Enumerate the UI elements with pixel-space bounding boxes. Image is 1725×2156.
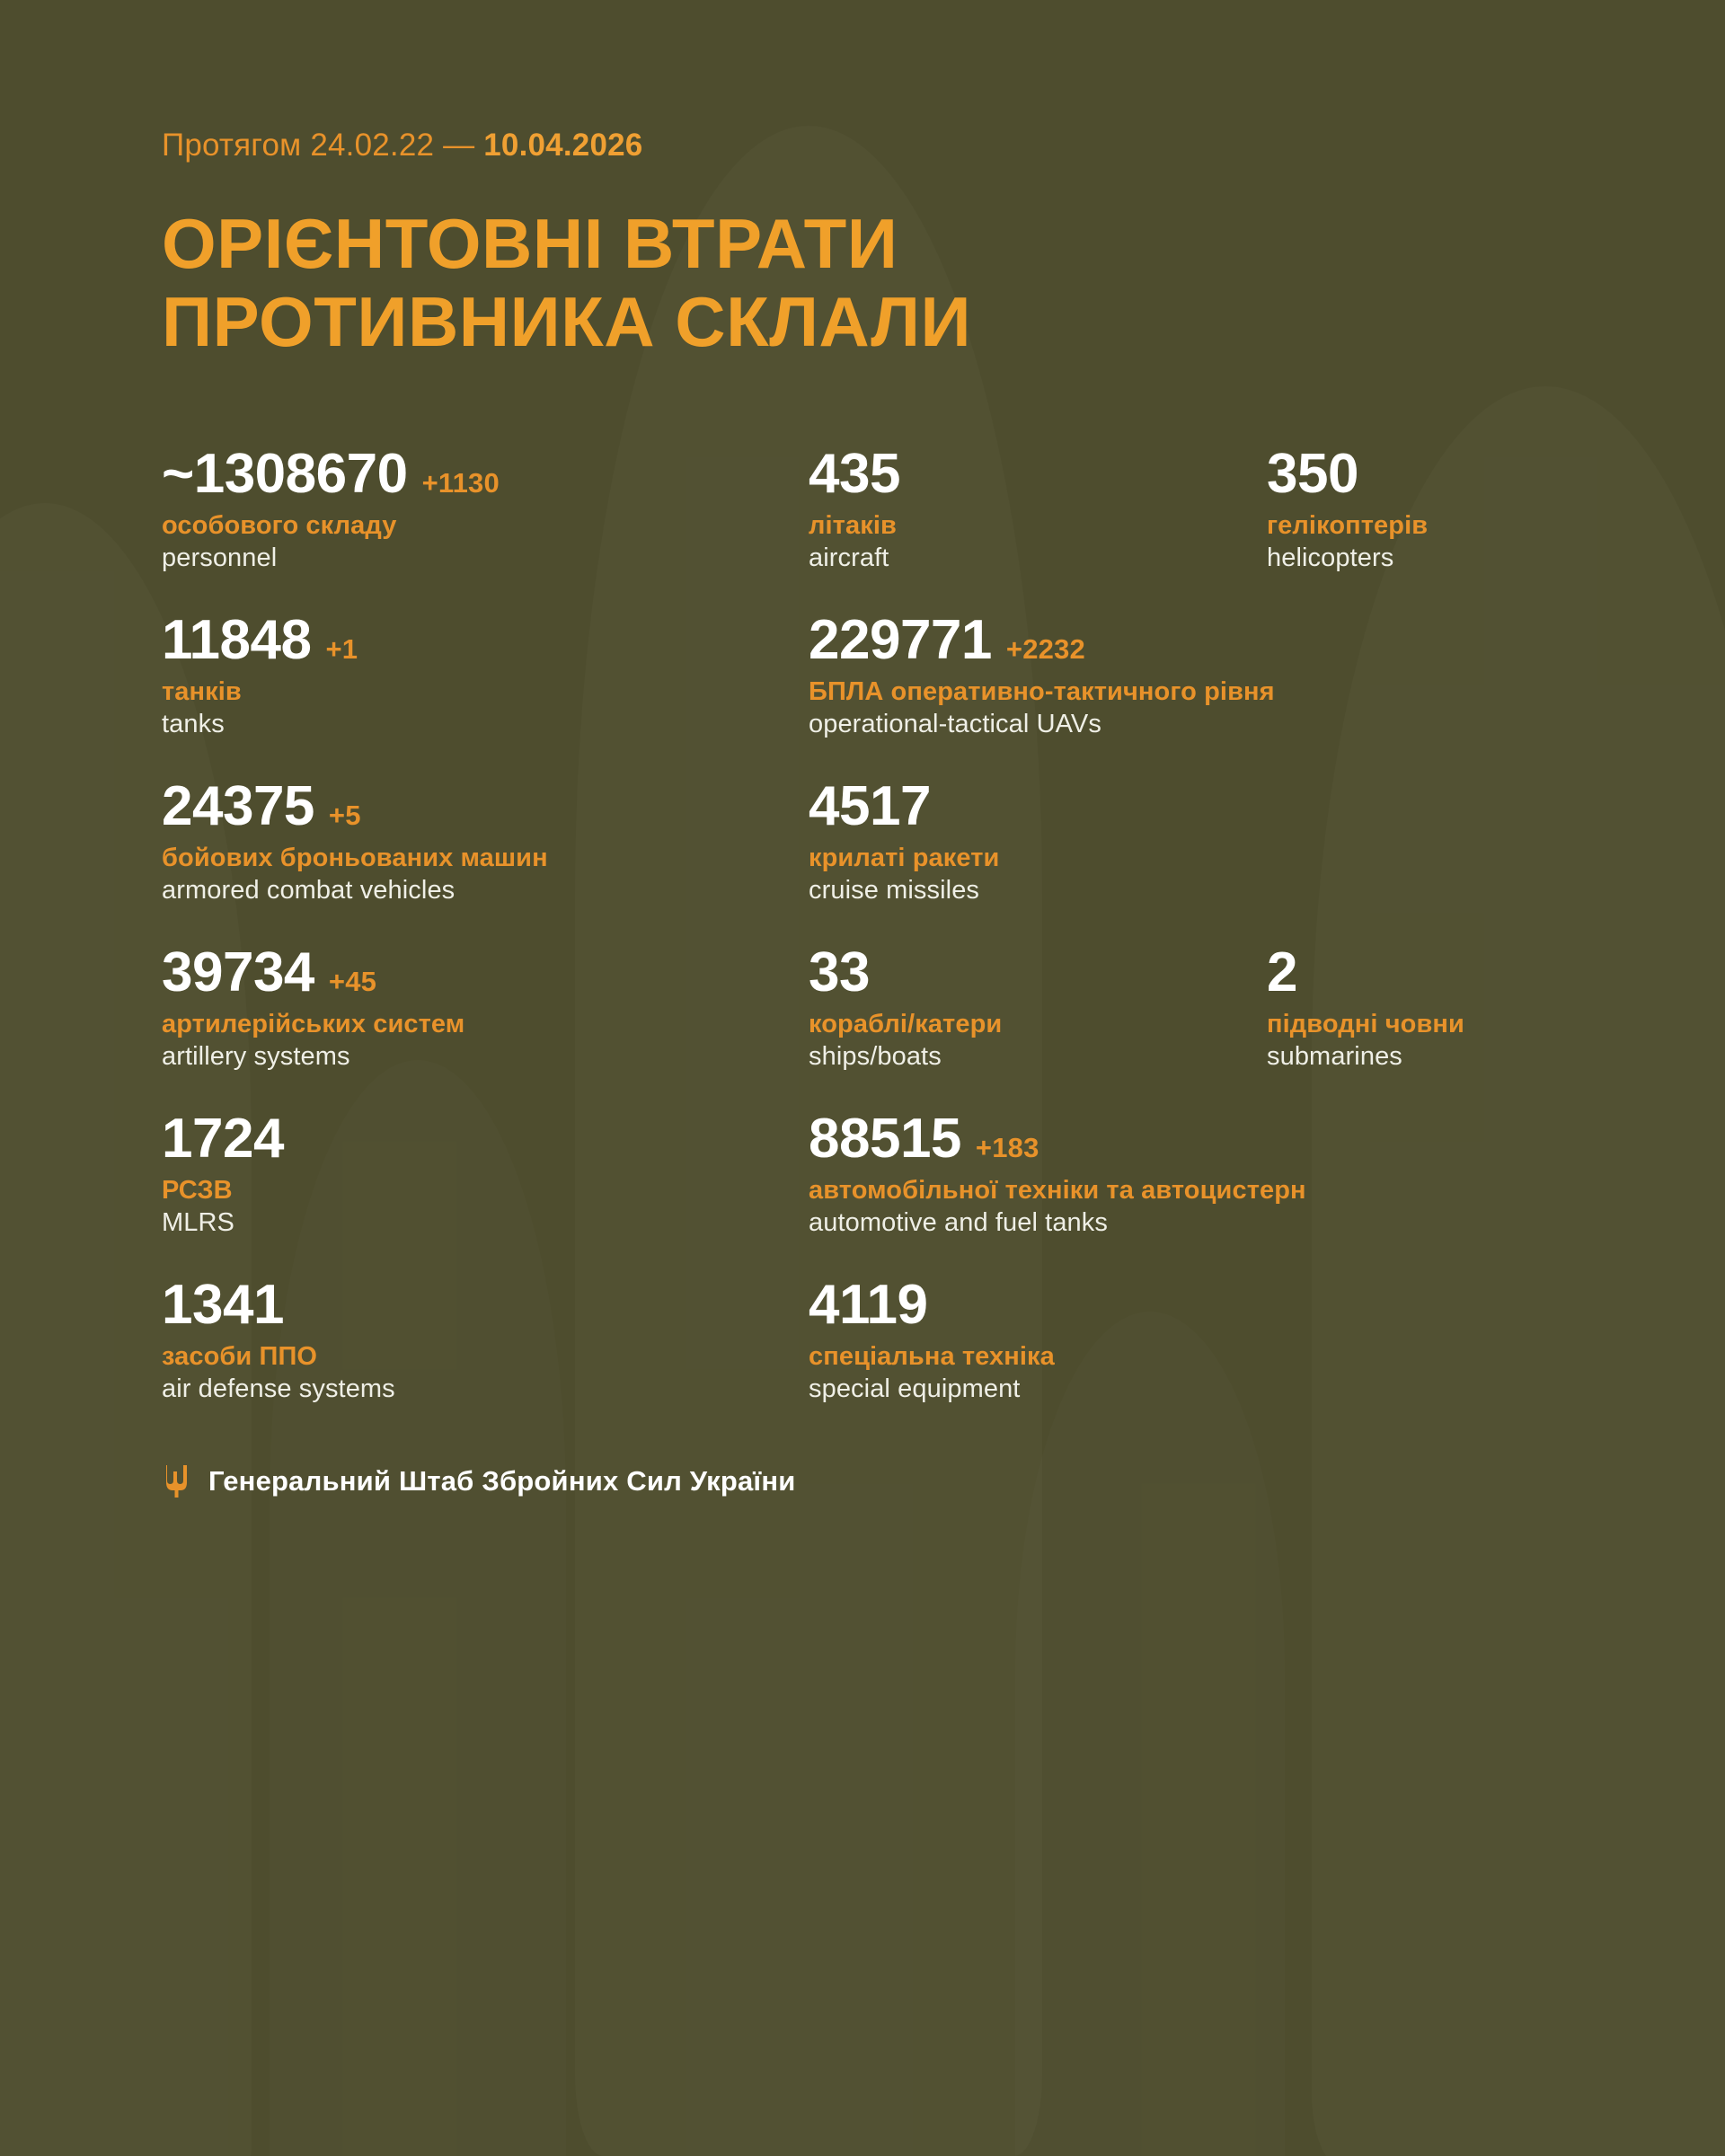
stat-label-en: operational-tactical UAVs bbox=[809, 709, 1101, 738]
stat-cruise-missiles bbox=[809, 774, 1590, 906]
stat-label-en: tanks bbox=[162, 709, 225, 738]
stat-value: 2 bbox=[1267, 941, 1297, 1003]
stat-value: 435 bbox=[809, 442, 900, 505]
stat-value: 24375 bbox=[162, 774, 314, 837]
stat-label-en: cruise missiles bbox=[809, 876, 980, 905]
stat-delta: +2232 bbox=[1005, 632, 1085, 665]
stat-delta: +45 bbox=[328, 966, 377, 997]
stat-label-en: artillery systems bbox=[162, 1042, 350, 1072]
stat-value: 88515 bbox=[809, 1108, 961, 1171]
stat-automotive-and-fuel-tanks bbox=[809, 1109, 1590, 1238]
stat-label-ua: артилерійських систем bbox=[162, 1010, 465, 1039]
stat-label-en: armored combat vehicles bbox=[162, 876, 456, 905]
stat-label-ua: гелікоптерів bbox=[1267, 510, 1429, 540]
stat-value: 1341 bbox=[162, 1274, 284, 1337]
stat-value: 33 bbox=[809, 941, 870, 1003]
stat-value: 229771 bbox=[809, 608, 992, 671]
stat-label-ua: літаків bbox=[809, 510, 897, 540]
losses-row bbox=[162, 1276, 1590, 1404]
period-prefix: Протягом 24.02.22 — bbox=[162, 128, 475, 163]
stat-label-en: aircraft bbox=[809, 543, 889, 572]
stat-value: ~1308670 bbox=[162, 442, 408, 505]
stat-mlrs bbox=[162, 1109, 809, 1238]
stat-label-ua: крилаті ракети bbox=[809, 844, 1000, 872]
stat-label-ua: автомобільної техніки та автоцистерн bbox=[809, 1176, 1306, 1206]
stat-artillery-systems bbox=[162, 943, 809, 1072]
stat-value: 4119 bbox=[809, 1274, 928, 1337]
stat-label-en: MLRS bbox=[162, 1208, 234, 1238]
stat-label-ua: бойових броньованих машин bbox=[162, 844, 548, 872]
stat-delta: +1130 bbox=[421, 466, 500, 499]
stat-special-equipment bbox=[809, 1276, 1590, 1404]
losses-row bbox=[162, 442, 1590, 573]
losses-row bbox=[162, 1109, 1590, 1238]
stat-label-en: air defense systems bbox=[162, 1374, 395, 1404]
stat-value: 350 bbox=[1267, 442, 1358, 505]
stat-label-en: ships/boats bbox=[809, 1042, 942, 1072]
stat-label-ua: РСЗВ bbox=[162, 1176, 233, 1206]
stat-operational-tactical-uavs bbox=[809, 608, 1590, 739]
stat-label-en: submarines bbox=[1267, 1042, 1402, 1072]
stat-label-en: automotive and fuel tanks bbox=[809, 1208, 1108, 1238]
stat-value: 1724 bbox=[162, 1108, 284, 1171]
stat-submarines bbox=[1267, 943, 1590, 1072]
stat-label-en: personnel bbox=[162, 543, 278, 572]
stat-tanks bbox=[162, 608, 809, 739]
stat-label-ua: БПЛА оперативно-тактичного рівня bbox=[809, 676, 1275, 706]
stat-label-ua: засоби ППО bbox=[162, 1342, 318, 1372]
stat-label-en: special equipment bbox=[809, 1374, 1021, 1404]
stat-delta: +1 bbox=[325, 632, 358, 665]
stat-value: 4517 bbox=[809, 774, 931, 837]
stat-delta: +5 bbox=[328, 799, 361, 831]
trident-icon bbox=[162, 1463, 189, 1499]
period-date: 10.04.2026 bbox=[483, 128, 643, 163]
stat-air-defense-systems bbox=[162, 1276, 809, 1404]
stat-label-ua: кораблі/катери bbox=[809, 1010, 1003, 1039]
footer bbox=[162, 1463, 1725, 1499]
stat-personnel bbox=[162, 442, 809, 573]
stat-ships-boats bbox=[809, 943, 1267, 1072]
page-title bbox=[162, 205, 1725, 362]
losses-row bbox=[162, 608, 1590, 739]
stat-value: 11848 bbox=[162, 608, 312, 671]
losses-grid bbox=[162, 442, 1590, 1405]
page-title-line-1: ОРІЄНТОВНІ ВТРАТИ bbox=[162, 204, 898, 283]
report-period bbox=[162, 0, 1725, 163]
page-title-line-2: ПРОТИВНИКА СКЛАЛИ bbox=[162, 282, 972, 362]
losses-row bbox=[162, 774, 1590, 906]
stat-label-ua: підводні човни bbox=[1267, 1010, 1464, 1039]
losses-row bbox=[162, 943, 1590, 1072]
stat-label-en: helicopters bbox=[1267, 543, 1394, 572]
stat-value: 39734 bbox=[162, 941, 314, 1003]
stat-armored-combat-vehicles bbox=[162, 774, 809, 906]
stat-delta: +183 bbox=[975, 1132, 1039, 1164]
stat-helicopters bbox=[1267, 442, 1590, 573]
stat-label-ua: особового складу bbox=[162, 510, 397, 540]
stat-label-ua: танків bbox=[162, 676, 242, 706]
stat-label-ua: спеціальна техніка bbox=[809, 1342, 1055, 1372]
footer-text: Генеральний Штаб Збройних Сил України bbox=[208, 1465, 796, 1498]
stat-aircraft bbox=[809, 442, 1267, 573]
